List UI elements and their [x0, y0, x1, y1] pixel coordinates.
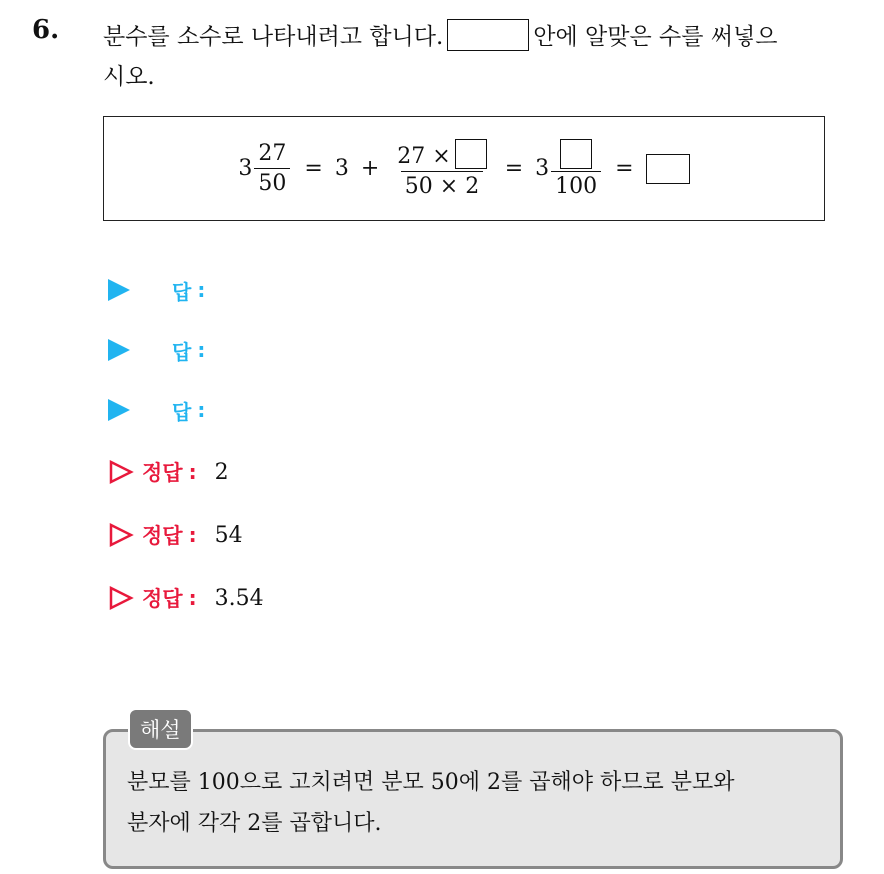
question-text-before-blank: 분수를 소수로 나타내려고 합니다.: [103, 24, 444, 50]
correct-answer-row-2: [108, 520, 243, 550]
answer-blank-inline: [447, 19, 529, 51]
correct-label: 정답: [142, 524, 183, 548]
correct-answer-row-3: [108, 583, 264, 613]
play-icon: [108, 279, 130, 301]
numerator-3: [556, 139, 596, 171]
explanation-box: [103, 729, 843, 869]
correct-colon: :: [188, 523, 197, 547]
answer-box-1[interactable]: [455, 139, 487, 169]
correct-answer-row-1: [108, 457, 229, 487]
numerator-2-text: 27 ×: [397, 143, 451, 169]
answer-row-3[interactable]: [108, 395, 205, 425]
fraction-1: [254, 141, 290, 196]
equation-box: [103, 116, 825, 221]
correct-colon: :: [188, 460, 197, 484]
mixed-number-3: [535, 139, 603, 199]
outline-triangle-icon: [108, 522, 134, 548]
outline-triangle-icon: [108, 585, 134, 611]
explanation-line-2: 분자에 각각 2를 곱합니다.: [127, 811, 382, 836]
correct-label: 정답: [142, 461, 183, 485]
question-number: 6.: [32, 15, 60, 45]
whole-1: 3: [238, 156, 253, 181]
answer-label: 답: [172, 279, 192, 304]
denominator-3: 100: [551, 171, 601, 199]
answer-label: 답: [172, 399, 192, 424]
answer-row-2[interactable]: [108, 335, 205, 365]
correct-value: 54: [214, 522, 243, 548]
correct-value: 2: [214, 459, 229, 485]
plus-sign: +: [360, 156, 380, 181]
denominator-1: 50: [254, 168, 290, 196]
correct-label: 정답: [142, 587, 183, 611]
numerator-1: 27: [258, 141, 287, 166]
play-icon: [108, 399, 130, 421]
outline-triangle-icon: [108, 459, 134, 485]
question-line-1: [103, 18, 777, 51]
correct-value: 3.54: [214, 585, 264, 611]
whole-2: 3: [334, 156, 349, 181]
answer-box-2[interactable]: [560, 139, 592, 169]
answer-box-3[interactable]: [646, 154, 690, 184]
answer-row-1[interactable]: [108, 275, 205, 305]
answer-colon: :: [197, 278, 206, 302]
explanation-line-1: 분모를 100으로 고치려면 분모 50에 2를 곱해야 하므로 분모와: [127, 770, 735, 795]
fraction-3: [551, 139, 601, 199]
question-line-2: 시오.: [103, 64, 155, 90]
answer-colon: :: [197, 398, 206, 422]
play-icon: [108, 339, 130, 361]
denominator-2: 50 × 2: [401, 171, 483, 199]
equation: [104, 117, 824, 220]
answer-label: 답: [172, 339, 192, 364]
equals-sign-2: =: [504, 156, 524, 181]
numerator-2: [393, 139, 490, 171]
explanation-tab: 해설: [128, 708, 193, 750]
answer-colon: :: [197, 338, 206, 362]
equals-sign-3: =: [615, 156, 634, 181]
equals-sign-1: =: [304, 156, 323, 181]
question-text-after-blank: 안에 알맞은 수를 써넣으: [533, 24, 778, 50]
fraction-2: [393, 139, 490, 199]
correct-colon: :: [188, 586, 197, 610]
mixed-number-1: [238, 141, 292, 196]
whole-3: 3: [535, 156, 550, 181]
